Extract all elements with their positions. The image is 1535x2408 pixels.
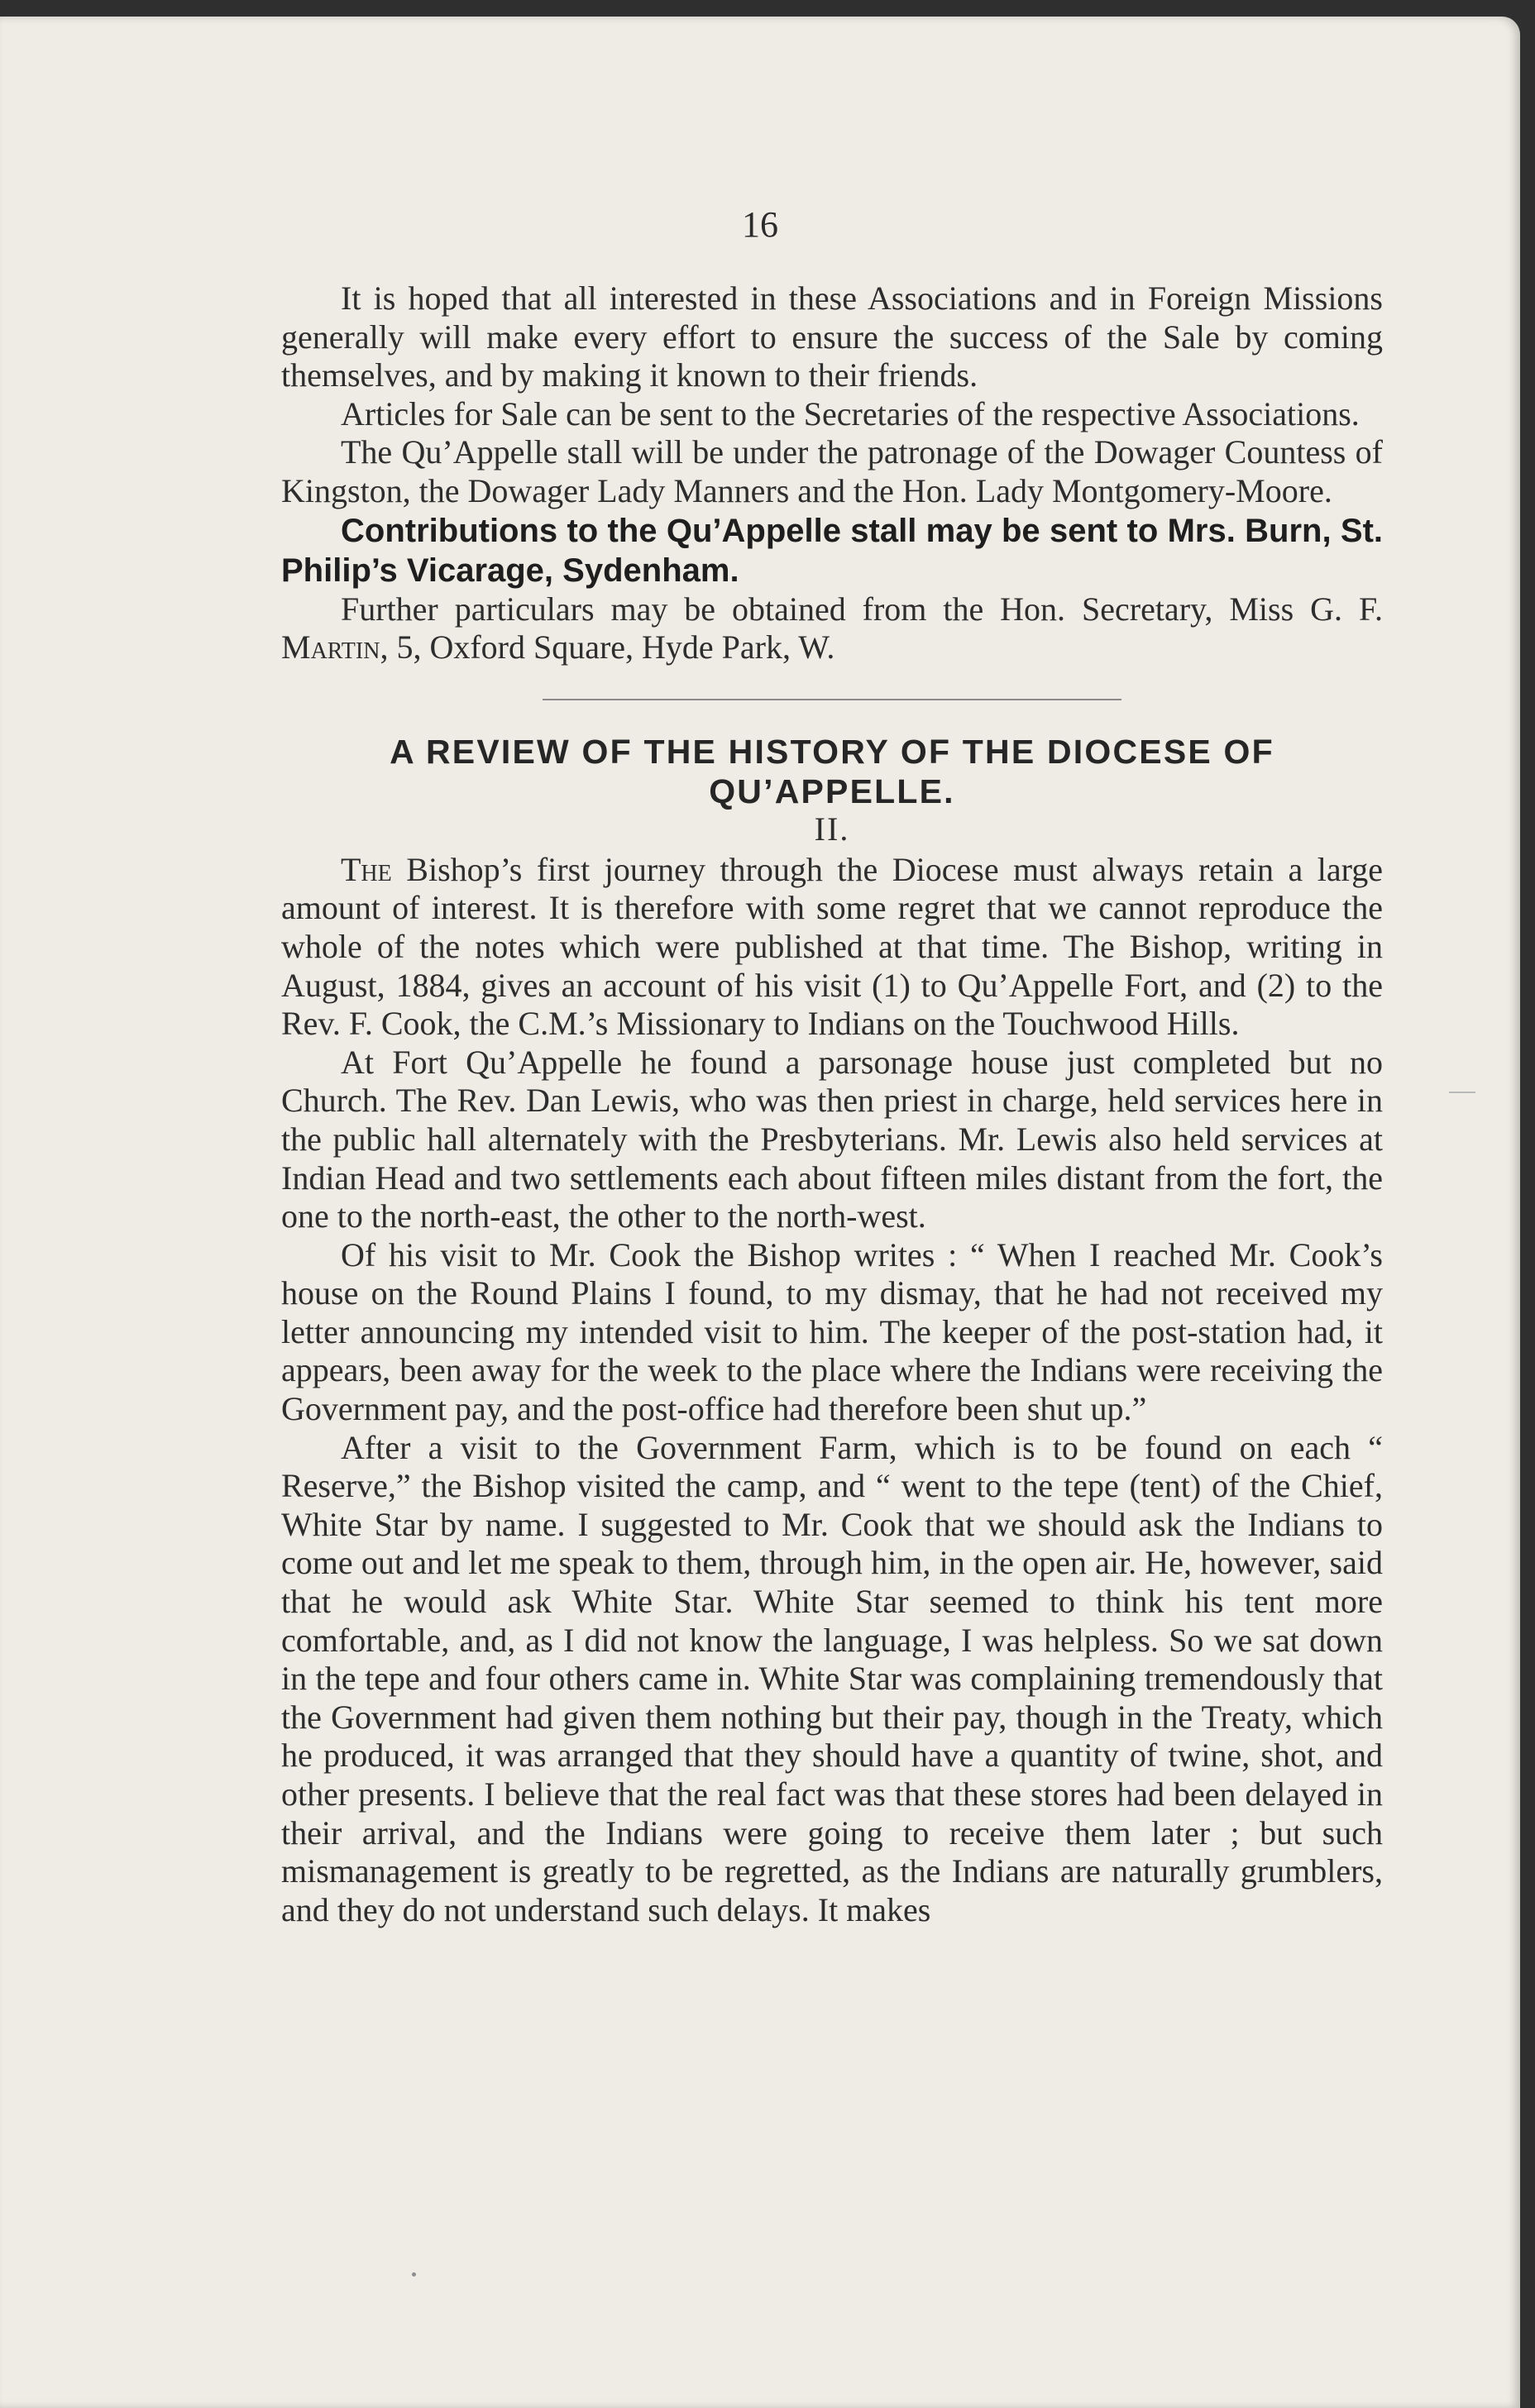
article-paragraph-3: Of his visit to Mr. Cook the Bishop writes : “ When I reached Mr. Cook’s house on the Round Plains I found, to my dismay, that he had not received my letter announcing my intended visit to him. The keeper of the post-station had, it appears, been away for the week to the place where the Indians were receiving the Government pay, and the post-office had therefore been shut up.” [281, 1235, 1383, 1428]
article-paragraph-4: After a visit to the Government Farm, which is to be found on each “ Reserve,” the Bishop visited the camp, and “ went to the tepe (tent) of the Chief, White Star by name. I suggested to Mr. Cook that we should ask the Indians to come out and let me speak to them, through him, in the open air. He, however, said that he would ask White Star. White Star seemed to think his tent more comfortable, and, as I did not know the language, I was helpless. So we sat down in the tepe and four others came in. White Star was complaining tremendously that the Government had given them nothing but their pay, though in the Treaty, which he produced, it was arranged that they should have a quantity of twine, shot, and other presents. I believe that the real fact was that these stores had been delayed in their arrival, and the Indians were going to receive them later ; but such mismanagement is greatly to be regretted, as the Indians are naturally grumblers, and they do not understand such delays. It makes [281, 1428, 1383, 1928]
article-part-number: II. [814, 810, 850, 848]
margin-mark [1449, 1092, 1475, 1093]
section-divider [543, 699, 1121, 700]
secretary-name: Martin [281, 628, 380, 666]
contributions-paragraph: Contributions to the Qu’Appelle stall may be sent to Mrs. Burn, St. Philip’s Vicarage, Sydenham. [281, 512, 1383, 589]
sale-paragraph: It is hoped that all interested in these Associations and in Foreign Missions generally will make every effort to ensure the success of the Sale by coming themselves, and by making it known to their friends. [281, 280, 1383, 394]
particulars-text-start: Further particulars may be obtained from the Hon. Secretary, Miss G. F. [341, 590, 1383, 628]
paper-speck [412, 2272, 416, 2277]
article-paragraph-1 [281, 851, 1383, 1044]
particulars-text-end: , 5, Oxford Square, Hyde Park, W. [380, 628, 835, 666]
particulars-paragraph [281, 590, 1383, 667]
document-page [0, 17, 1520, 2408]
article-title: A REVIEW OF THE HISTORY OF THE DIOCESE OF QU’APPELLE. [390, 732, 1274, 810]
page-content [281, 280, 1383, 1929]
articles-paragraph: Articles for Sale can be sent to the Secretaries of the respective Associations. [341, 394, 1360, 432]
article-paragraph-2: At Fort Qu’Appelle he found a parsonage house just completed but no Church. The Rev. Dan Lewis, who was then priest in charge, held services here in the public hall alternately with the Presbyterians. Mr. Lewis also held services at Indian Head and two settlements each about fifteen miles distant from the fort, the one to the north-east, the other to the north-west. [281, 1043, 1383, 1235]
patronage-paragraph: The Qu’Appelle stall will be under the patronage of the Dowager Countess of Kingston, the Dowager Lady Manners and the Hon. Lady Montgomery-Moore. [281, 433, 1383, 509]
article-paragraph-1-text: Bishop’s first journey through the Diocese must always retain a large amount of interest. It is therefore with some regret that we cannot reproduce the whole of the notes which were published at that time. The Bishop, writing in August, 1884, gives an account of his visit (1) to Qu’Appelle Fort, and (2) to the Rev. F. Cook, the C.M.’s Missionary to Indians on the Touchwood Hills. [281, 850, 1383, 1043]
page-number: 16 [742, 204, 778, 245]
article-lead-word: The [341, 850, 392, 888]
